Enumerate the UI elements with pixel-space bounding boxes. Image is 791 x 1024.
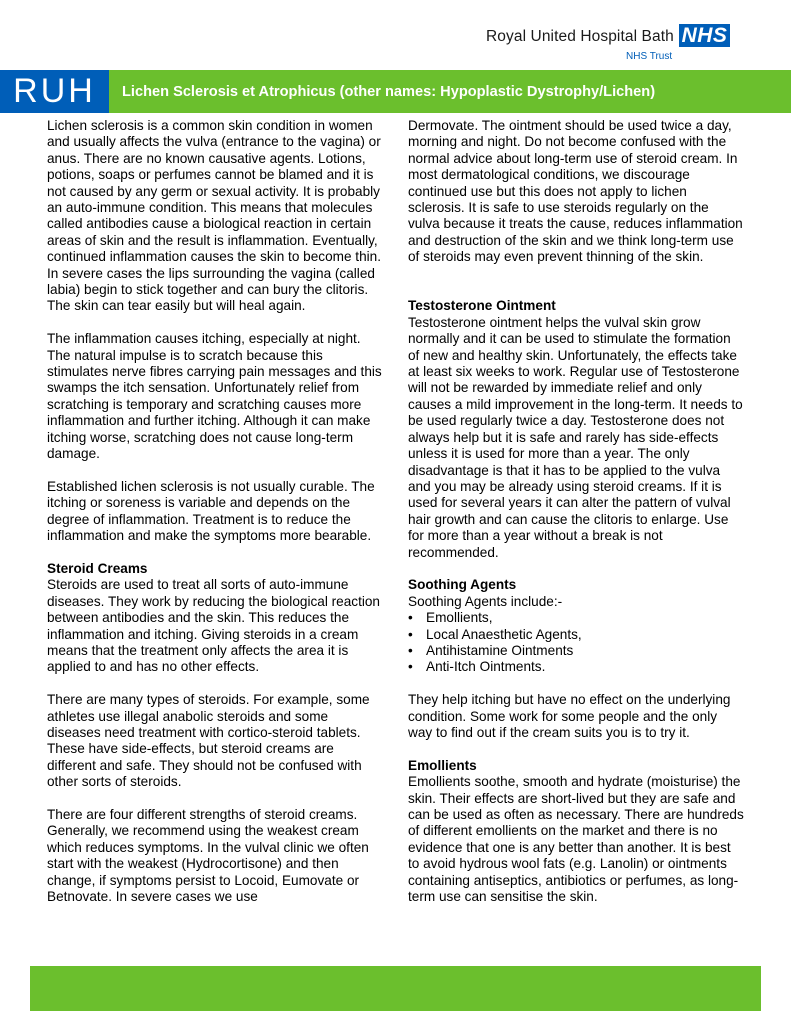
list-item: • Anti-Itch Ointments. — [408, 659, 744, 675]
steroid-paragraph-2: There are many types of steroids. For example, some athletes use illegal anabolic steroids and some diseases need treatment with cortico-steroid tablets. These have side-effects, but steroid creams are different and safe. They should not be confused with other sorts of steroids. — [47, 692, 370, 790]
nhs-trust-label: NHS Trust — [626, 51, 673, 62]
intro-paragraph: Lichen sclerosis is a common skin condition in women and usually affects the vulva (entrance to the vagina) or anus. There are no known causative agents. Lotions, potions, soaps or perfumes cannot be blamed and it is not caused by any germ or sexual activity. It is probably an auto-immune condition. This means that molecules called antibodies cause a biological reaction in certain areas of skin and the result is inflammation. Eventually, continued inflammation causes the skin to become thin. In severe cases the lips surrounding the vagina (called labia) begin to stick together and can bury the clitoris. The skin can tear easily but will heal again. — [47, 118, 381, 314]
soothing-agents-list — [408, 610, 744, 676]
list-item: • Emollients, — [408, 610, 744, 626]
left-column — [47, 118, 383, 905]
emollients-heading: Emollients — [408, 757, 477, 773]
organization-name: Royal United Hospital Bath — [486, 28, 674, 45]
curability-paragraph: Established lichen sclerosis is not usually curable. The itching or soreness is variable and depends on the degree of inflammation. Treatment is to reduce the inflammation and make the symptoms more bearable. — [47, 478, 375, 544]
soothing-intro: Soothing Agents include:- — [408, 593, 563, 609]
steroid-paragraph-1: Steroids are used to treat all sorts of auto-immune diseases. They work by reducing the biological reaction between antibodies and the skin. This reduces the inflammation and itching. Giving steroids in a cream means that the treatment only affects the area it is applied to and has no other effects. — [47, 577, 380, 675]
steroid-creams-heading: Steroid Creams — [47, 560, 148, 576]
itching-paragraph: The inflammation causes itching, especially at night. The natural impulse is to scratch because this stimulates nerve fibres carrying pain messages and this swamps the itch sensation. Unfortunately relief from scratching is temporary and scratching causes more inflammation and further itching. Although it can make itching worse, scratching does not cause long-term damage. — [47, 331, 382, 462]
testosterone-heading: Testosterone Ointment — [408, 298, 556, 314]
steroid-continued-paragraph: Dermovate. The ointment should be used twice a day, morning and night. Do not become confused with the normal advice about long-term use of steroid cream. In most dermatological conditions, we discourage continued use but this does not apply to lichen sclerosis. It is safe to use steroids regularly on the vulva because it treats the cause, reduces inflammation and destruction of the skin and we think long-term use of steroids may even prevent thinning of the skin. — [408, 118, 743, 265]
organization-header — [486, 22, 786, 70]
list-item: • Local Anaesthetic Agents, — [408, 627, 744, 643]
steroid-paragraph-3: There are four different strengths of steroid creams. Generally, we recommend using the weakest cream which reduces symptoms. In the vulval clinic we often start with the weakest (Hydrocortisone) and then change, if symptoms persist to Locoid, Eumovate or Betnovate. In severe cases we use — [47, 806, 369, 905]
emollients-paragraph: Emollients soothe, smooth and hydrate (moisturise) the skin. Their effects are short-lived but they are safe and can be used as often as necessary. There are hundreds of different emollients on the market and there is no evidence that one is any better than another. It is best to avoid hydrous wool fats (e.g. Lanolin) or ointments containing antiseptics, antibiotics or perfumes, as long-term use can sensitise the skin. — [408, 774, 744, 905]
ruh-logo: RUH — [0, 70, 109, 113]
page-title: Lichen Sclerosis et Atrophicus (other names: Hypoplastic Dystrophy/Lichen) — [122, 84, 656, 100]
testosterone-paragraph: Testosterone ointment helps the vulval skin grow normally and it can be used to stimulate the formation of new and healthy skin. Unfortunately, the effects take at least six weeks to work. Regular use of Testosterone will not be rewarded by immediate relief and only causes a mild improvement in the long-term. It needs to be used regularly twice a day. Testosterone does not always help but it is safe and rarely has side-effects unless it is used for more than a year. The only disadvantage is that it has to be applied to the vulva and you may be already using steroid creams. If it is used for several years it can alter the pattern of vulval hair growth and can cause the clitoris to enlarge. Use for more than a year without a break is not recommended. — [408, 314, 743, 560]
nhs-logo: NHS — [679, 24, 730, 47]
soothing-paragraph: They help itching but have no effect on the underlying condition. Some work for some people and the only way to find out if the cream suits you is to try it. — [408, 692, 731, 740]
list-item: • Antihistamine Ointments — [408, 643, 744, 659]
title-banner — [0, 70, 791, 113]
right-column — [408, 118, 744, 905]
footer-bar — [30, 966, 761, 1011]
soothing-agents-heading: Soothing Agents — [408, 577, 517, 593]
